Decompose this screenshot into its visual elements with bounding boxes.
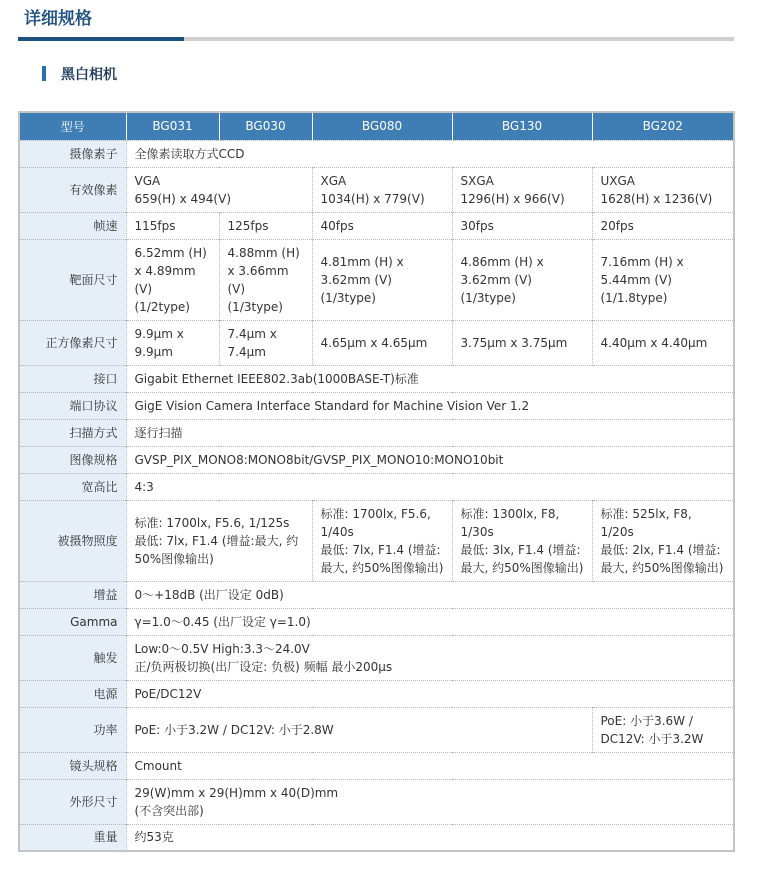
row-label-aspect: 宽高比: [19, 473, 126, 500]
illum-bg202: [592, 500, 734, 581]
fps-bg080: 40fps: [312, 212, 452, 239]
table-row: [19, 752, 734, 779]
target-bg031: [126, 239, 219, 320]
target-bg030-line: 4.88mm (H): [227, 245, 300, 260]
pixel-size-bg030-line: 7.4μm x: [227, 326, 277, 341]
row-label-illum: 被摄物照度: [19, 500, 126, 581]
pixels-bg130-line: 1296(H) x 966(V): [460, 191, 565, 206]
row-label-scan: 扫描方式: [19, 419, 126, 446]
consumption-bg202-line: PoE: 小于3.6W /: [600, 713, 693, 728]
illum-bg03x-line: 50%图像输出): [134, 551, 214, 566]
trigger-value: [126, 635, 734, 680]
illum-bg080-line: 最低: 7lx, F1.4 (增益:: [320, 542, 441, 557]
lens-value: Cmount: [126, 752, 734, 779]
pixels-bg130-line: SXGA: [460, 173, 494, 188]
row-label-weight: 重量: [19, 824, 126, 851]
pixels-bg03x-line: 659(H) x 494(V): [134, 191, 231, 206]
pixels-bg080: [312, 167, 452, 212]
row-label-format: 图像规格: [19, 446, 126, 473]
illum-bg130-line: 1/30s: [460, 524, 494, 539]
section-title: 黑白相机: [61, 67, 117, 83]
table-row: [19, 608, 734, 635]
page-title: 详细规格: [24, 9, 92, 29]
pixel-size-bg080: 4.65μm x 4.65μm: [312, 320, 452, 365]
target-bg080-line: 3.62mm (V): [320, 272, 392, 287]
illum-bg080: [312, 500, 452, 581]
power-value: PoE/DC12V: [126, 680, 734, 707]
trigger-line: Low:0～0.5V High:3.3～24.0V: [134, 641, 310, 656]
illum-bg130-line: 最低: 3lx, F1.4 (增益:: [460, 542, 581, 557]
header-model-bg030: BG030: [219, 112, 312, 140]
header-model-bg031: BG031: [126, 112, 219, 140]
target-bg031-line: (V): [134, 281, 153, 296]
header-model-bg202: BG202: [592, 112, 734, 140]
illum-bg130-line: 标准: 1300lx, F8,: [460, 506, 560, 521]
trigger-line: 正/负两极切换(出厂设定: 负极) 频幅 最小200μs: [134, 659, 393, 674]
target-bg080: [312, 239, 452, 320]
row-label-interface: 接口: [19, 365, 126, 392]
dims-line: (不含突出部): [134, 803, 204, 818]
title-divider: [18, 37, 734, 41]
target-bg030-line: (1/3type): [227, 299, 283, 314]
weight-value: 约53克: [126, 824, 734, 851]
illum-bg202-line: 最大, 约50%图像输出): [600, 560, 724, 575]
row-label-target: 靶面尺寸: [19, 239, 126, 320]
title-divider-accent: [18, 37, 184, 41]
row-label-pixel-size: 正方像素尺寸: [19, 320, 126, 365]
scan-value: 逐行扫描: [126, 419, 734, 446]
table-row: [19, 365, 734, 392]
illum-bg202-line: 最低: 2lx, F1.4 (增益:: [600, 542, 721, 557]
target-bg130-line: (1/3type): [460, 290, 516, 305]
pixels-bg03x-line: VGA: [134, 173, 161, 188]
target-bg031-line: 6.52mm (H): [134, 245, 207, 260]
target-bg202-line: 5.44mm (V): [600, 272, 672, 287]
illum-bg03x-line: 最低: 7lx, F1.4 (增益:最大, 约: [134, 533, 299, 548]
row-label-protocol: 端口协议: [19, 392, 126, 419]
gain-value: 0～+18dB (出厂设定 0dB): [126, 581, 734, 608]
spec-table: [18, 111, 735, 852]
illum-bg130: [452, 500, 592, 581]
table-row: [19, 779, 734, 824]
table-row: [19, 500, 734, 581]
illum-bg080-line: 最大, 约50%图像输出): [320, 560, 444, 575]
gamma-value: γ=1.0～0.45 (出厂设定 γ=1.0): [126, 608, 734, 635]
row-label-consumption: 功率: [19, 707, 126, 752]
header-model-bg130: BG130: [452, 112, 592, 140]
pixels-bg03x: [126, 167, 312, 212]
row-label-power: 电源: [19, 680, 126, 707]
pixel-size-bg030: [219, 320, 312, 365]
pixel-size-bg130: 3.75μm x 3.75μm: [452, 320, 592, 365]
pixels-bg202-line: 1628(H) x 1236(V): [600, 191, 713, 206]
consumption-bg202-line: DC12V: 小于3.2W: [600, 731, 704, 746]
target-bg130: [452, 239, 592, 320]
table-row: [19, 581, 734, 608]
table-row: [19, 419, 734, 446]
target-bg202-line: 7.16mm (H) x: [600, 254, 684, 269]
row-label-trigger: 触发: [19, 635, 126, 680]
sensor-value: 全像素读取方式CCD: [126, 140, 734, 167]
pixels-bg080-line: 1034(H) x 779(V): [320, 191, 425, 206]
illum-bg080-line: 1/40s: [320, 524, 354, 539]
row-label-sensor: 摄像素子: [19, 140, 126, 167]
pixels-bg202: [592, 167, 734, 212]
protocol-value: GigE Vision Camera Interface Standard for Machine Vision Ver 1.2: [126, 392, 734, 419]
illum-bg202-line: 标准: 525lx, F8,: [600, 506, 692, 521]
pixels-bg202-line: UXGA: [600, 173, 636, 188]
pixel-size-bg202: 4.40μm x 4.40μm: [592, 320, 734, 365]
illum-bg202-line: 1/20s: [600, 524, 634, 539]
table-row: [19, 707, 734, 752]
target-bg030-line: x 3.66mm: [227, 263, 289, 278]
pixels-bg130: [452, 167, 592, 212]
dims-line: 29(W)mm x 29(H)mm x 40(D)mm: [134, 785, 339, 800]
fps-bg202: 20fps: [592, 212, 734, 239]
interface-value: Gigabit Ethernet IEEE802.3ab(1000BASE-T)标准: [126, 365, 734, 392]
header-label: 型号: [19, 112, 126, 140]
dims-value: [126, 779, 734, 824]
pixel-size-bg031: [126, 320, 219, 365]
row-label-lens: 镜头规格: [19, 752, 126, 779]
fps-bg031: 115fps: [126, 212, 219, 239]
row-label-dims: 外形尺寸: [19, 779, 126, 824]
header-model-bg080: BG080: [312, 112, 452, 140]
illum-bg130-line: 最大, 约50%图像输出): [460, 560, 584, 575]
pixel-size-bg030-line: 7.4μm: [227, 344, 266, 359]
table-row: [19, 392, 734, 419]
illum-bg080-line: 标准: 1700lx, F5.6,: [320, 506, 431, 521]
consumption-main: PoE: 小于3.2W / DC12V: 小于2.8W: [126, 707, 592, 752]
target-bg130-line: 3.62mm (V): [460, 272, 532, 287]
table-row: [19, 680, 734, 707]
pixel-size-bg031-line: 9.9μm: [134, 344, 173, 359]
section-marker: [42, 66, 46, 81]
target-bg031-line: x 4.89mm: [134, 263, 196, 278]
pixels-bg080-line: XGA: [320, 173, 347, 188]
table-row: [19, 212, 734, 239]
table-row: [19, 320, 734, 365]
table-row: [19, 167, 734, 212]
illum-bg03x-line: 标准: 1700lx, F5.6, 1/125s: [134, 515, 290, 530]
target-bg202-line: (1/1.8type): [600, 290, 668, 305]
fps-bg030: 125fps: [219, 212, 312, 239]
format-value: GVSP_PIX_MONO8:MONO8bit/GVSP_PIX_MONO10:MONO10bit: [126, 446, 734, 473]
table-row: [19, 140, 734, 167]
row-label-gain: 增益: [19, 581, 126, 608]
illum-bg03x: [126, 500, 312, 581]
table-row: [19, 446, 734, 473]
table-row: [19, 239, 734, 320]
target-bg130-line: 4.86mm (H) x: [460, 254, 544, 269]
fps-bg130: 30fps: [452, 212, 592, 239]
target-bg030: [219, 239, 312, 320]
pixel-size-bg031-line: 9.9μm x: [134, 326, 184, 341]
table-header-row: [19, 112, 734, 140]
target-bg080-line: 4.81mm (H) x: [320, 254, 404, 269]
row-label-pixels: 有效像素: [19, 167, 126, 212]
table-row: [19, 473, 734, 500]
table-row: [19, 635, 734, 680]
target-bg202: [592, 239, 734, 320]
aspect-value: 4:3: [126, 473, 734, 500]
consumption-bg202: [592, 707, 734, 752]
target-bg080-line: (1/3type): [320, 290, 376, 305]
table-row: [19, 824, 734, 851]
target-bg031-line: (1/2type): [134, 299, 190, 314]
target-bg030-line: (V): [227, 281, 246, 296]
row-label-gamma: Gamma: [19, 608, 126, 635]
row-label-fps: 帧速: [19, 212, 126, 239]
